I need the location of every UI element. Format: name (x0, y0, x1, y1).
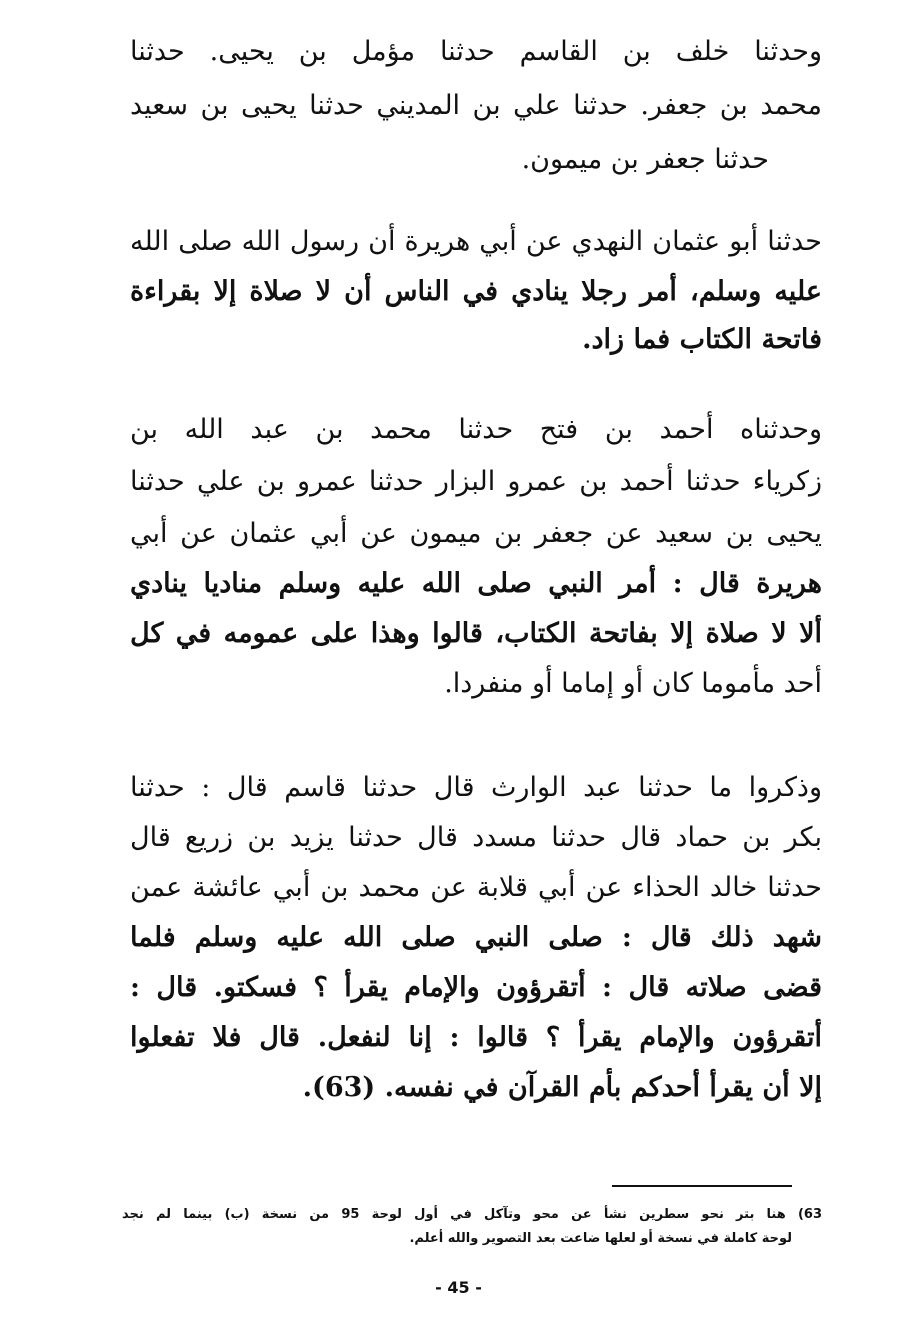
paragraph-4-line-2: بكر بن حماد قال حدثنا مسدد قال حدثنا يزيد بن زريع قال (130, 822, 822, 853)
footnote-line-1: 63) هنا بتر نحو سطرين نشأ عن محو وتآكل في أول لوحة 95 من نسخة (ب) بينما لم نجد (122, 1207, 822, 1222)
paragraph-1-line-2: محمد بن جعفر. حدثنا علي بن المديني حدثنا يحيى بن سعيد (130, 90, 822, 121)
paragraph-3-line-1: وحدثناه أحمد بن فتح حدثنا محمد بن عبد الله بن (130, 414, 822, 445)
paragraph-4-line-6: أتقرؤون والإمام يقرأ ؟ قالوا : إنا لنفعل. قال فلا تفعلوا (130, 1022, 822, 1053)
paragraph-3-line-4: هريرة قال : أمر النبي صلى الله عليه وسلم مناديا ينادي (130, 568, 822, 599)
paragraph-4-line-5: قضى صلاته قال : أتقرؤون والإمام يقرأ ؟ فسكتو. قال : (130, 972, 822, 1003)
paragraph-4-line-4: شهد ذلك قال : صلى النبي صلى الله عليه وسلم فلما (130, 922, 822, 953)
paragraph-3-line-6: أحد مأموما كان أو إماما أو منفردا. (444, 668, 822, 699)
paragraph-1-line-1: وحدثنا خلف بن القاسم حدثنا مؤمل بن يحيى. حدثنا (130, 36, 822, 67)
paragraph-4-line-1: وذكروا ما حدثنا عبد الوارث قال حدثنا قاسم قال : حدثنا (130, 772, 822, 803)
paragraph-3-line-3: يحيى بن سعيد عن جعفر بن ميمون عن أبي عثمان عن أبي (130, 518, 822, 549)
footnote-line-2: لوحة كاملة في نسخة أو لعلها ضاعت بعد التصوير والله أعلم. (409, 1231, 792, 1246)
paragraph-3-line-2: زكرياء حدثنا أحمد بن عمرو البزار حدثنا عمرو بن علي حدثنا (130, 466, 822, 497)
paragraph-3-line-5: ألا لا صلاة إلا بفاتحة الكتاب، قالوا وهذا على عمومه في كل (130, 618, 822, 649)
paragraph-4-line-7: إلا أن يقرأ أحدكم بأم القرآن في نفسه. (63). (302, 1072, 822, 1103)
footnote-separator (612, 1185, 792, 1187)
paragraph-2-line-1: حدثنا أبو عثمان النهدي عن أبي هريرة أن رسول الله صلى الله (130, 226, 822, 257)
paragraph-2-line-3: فاتحة الكتاب فما زاد. (582, 324, 822, 355)
paragraph-1-line-3: حدثنا جعفر بن ميمون. (521, 144, 769, 175)
paragraph-2-line-2: عليه وسلم، أمر رجلا ينادي في الناس أن لا صلاة إلا بقراءة (130, 276, 822, 307)
paragraph-4-line-3: حدثنا خالد الحذاء عن أبي قلابة عن محمد بن أبي عائشة عمن (130, 872, 822, 903)
page-number: - 45 - (435, 1278, 482, 1297)
